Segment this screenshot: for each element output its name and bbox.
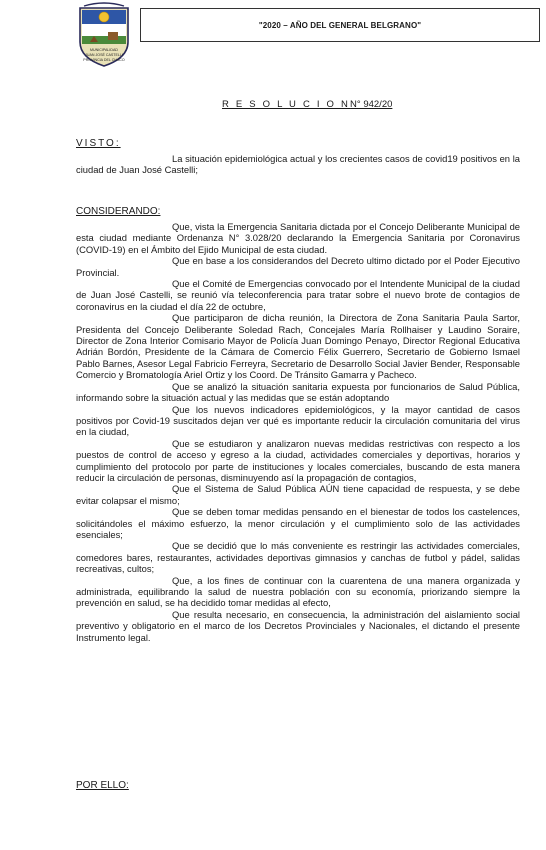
considerando-paragraph-9: Que se deben tomar medidas pensando en el bienestar de todos los castelences, solicitándoles el máximo esfuerzo, la menor circulación y el cumplimiento solo de las actividades esenciales; [76, 506, 520, 540]
considerando-paragraph-10: Que se decidió que lo más conveniente es restringir las actividades comerciales, comedores bares, restaurantes, actividades deportivas gimnasios y canchas de futbol y pádel, salidas recreativas, cultos; [76, 540, 520, 575]
considerando-paragraph-11: Que, a los fines de continuar con la cuarentena de una manera organizada y administrada, equilibrando la salud de nuestra población con su economía, priorizando siempre la prevención en salud, se ha decidido tomar medidas al efecto, [76, 574, 520, 609]
crest-text-line-1: MUNICIPALIDAD [90, 48, 118, 52]
considerando-paragraph-7: Que se estudiaron y analizaron nuevas medidas restrictivas con respecto a los puestos de control de acceso y egreso a la ciudad, actividades comerciales y deportivas, horarios y cumplimiento del protocolo por parte de instituciones y locales comerciales, buscando de esta manera reducir la circulación de personas, disminuyendo así la propagación de contagios, [76, 437, 520, 483]
considerando-paragraph-5: Que se analizó la situación sanitaria expuesta por funcionarios de Salud Pública, informando sobre la situación actual y las medidas que se están adoptando [76, 380, 520, 404]
considerando-paragraph-4: Que participaron de dicha reunión, la Directora de Zona Sanitaria Paula Sartor, Presidenta del Concejo Deliberante Soledad Rach, Concejales María Rollhaiser y Laudino Soraire, Director de Zona Interior Comisario Mayor de Policía Juan Domingo Penayo, Director Regional Educativa Adrián Bordón, Presidente de la Cámara de Comercio Félix Guerrero, Secretario de Gobierno Ismael Pablo Barnes, Asesor Legal Fabricio Ferreyra, Secretario de Desarrollo Social Javier Bender, Responsable Comercio y Bromatología Ariel Ortiz y los Coord. De Tránsito Gamarra y Pacheco. [76, 312, 520, 381]
considerando-paragraph-8: Que el Sistema de Salud Pública AÚN tiene capacidad de respuesta, y se debe evitar colapsar el mismo; [76, 483, 520, 506]
crest-text-line-3: PROVINCIA DEL CHACO [83, 58, 125, 62]
considerando-paragraph-12: Que resulta necesario, en consecuencia, la administración del aislamiento social preventivo y obligatorio en el marco de los Decretos Provinciales y Nacionales, el dictando el presente Instrumento legal. [76, 608, 520, 643]
crest-text-line-2: JUAN JOSÉ CASTELLI [85, 53, 123, 57]
resolution-number: N° 942/20 [350, 99, 393, 110]
por-ello-heading: POR ELLO: [76, 780, 129, 791]
visto-paragraph: La situación epidemiológica actual y los crecientes casos de covid19 positivos en la ciudad de Juan José Castelli; [76, 153, 520, 176]
visto-section [76, 153, 520, 176]
year-motto-box [140, 8, 540, 42]
resolution-title-word: R E S O L U C I O N [222, 99, 351, 110]
considerando-heading: CONSIDERANDO: [76, 206, 161, 217]
resolution-title [222, 99, 392, 110]
considerando-paragraph-6: Que los nuevos indicadores epidemiológicos, y la mayor cantidad de casos positivos por Covid-19 suscitados dejan ver qué es importante reducir la circulación comunitaria del virus en la ciudad, [76, 403, 520, 438]
municipal-crest-logo [74, 2, 134, 70]
considerando-paragraph-1: Que, vista la Emergencia Sanitaria dictada por el Concejo Deliberante Municipal de esta ciudad mediante Ordenanza N° 3.028/20 declarando la Emergencia Sanitaria por Coronavirus (COVID-19) en el Ámbito del Ejido Municipal de esta ciudad. [76, 221, 520, 255]
visto-heading: VISTO: [76, 138, 121, 149]
considerando-paragraph-2: Que en base a los considerandos del Decreto ultimo dictado por el Poder Ejecutivo Provincial. [76, 255, 520, 278]
considerando-section [76, 221, 520, 643]
year-motto-text: "2020 – AÑO DEL GENERAL BELGRANO" [258, 20, 422, 30]
considerando-paragraph-3: Que el Comité de Emergencias convocado por el Intendente Municipal de la ciudad de Juan José Castelli, se reunió vía teleconferencia para tratar sobre el nuevo brote de contagios de coronavirus en la ciudad el día 22 de octubre, [76, 278, 520, 312]
